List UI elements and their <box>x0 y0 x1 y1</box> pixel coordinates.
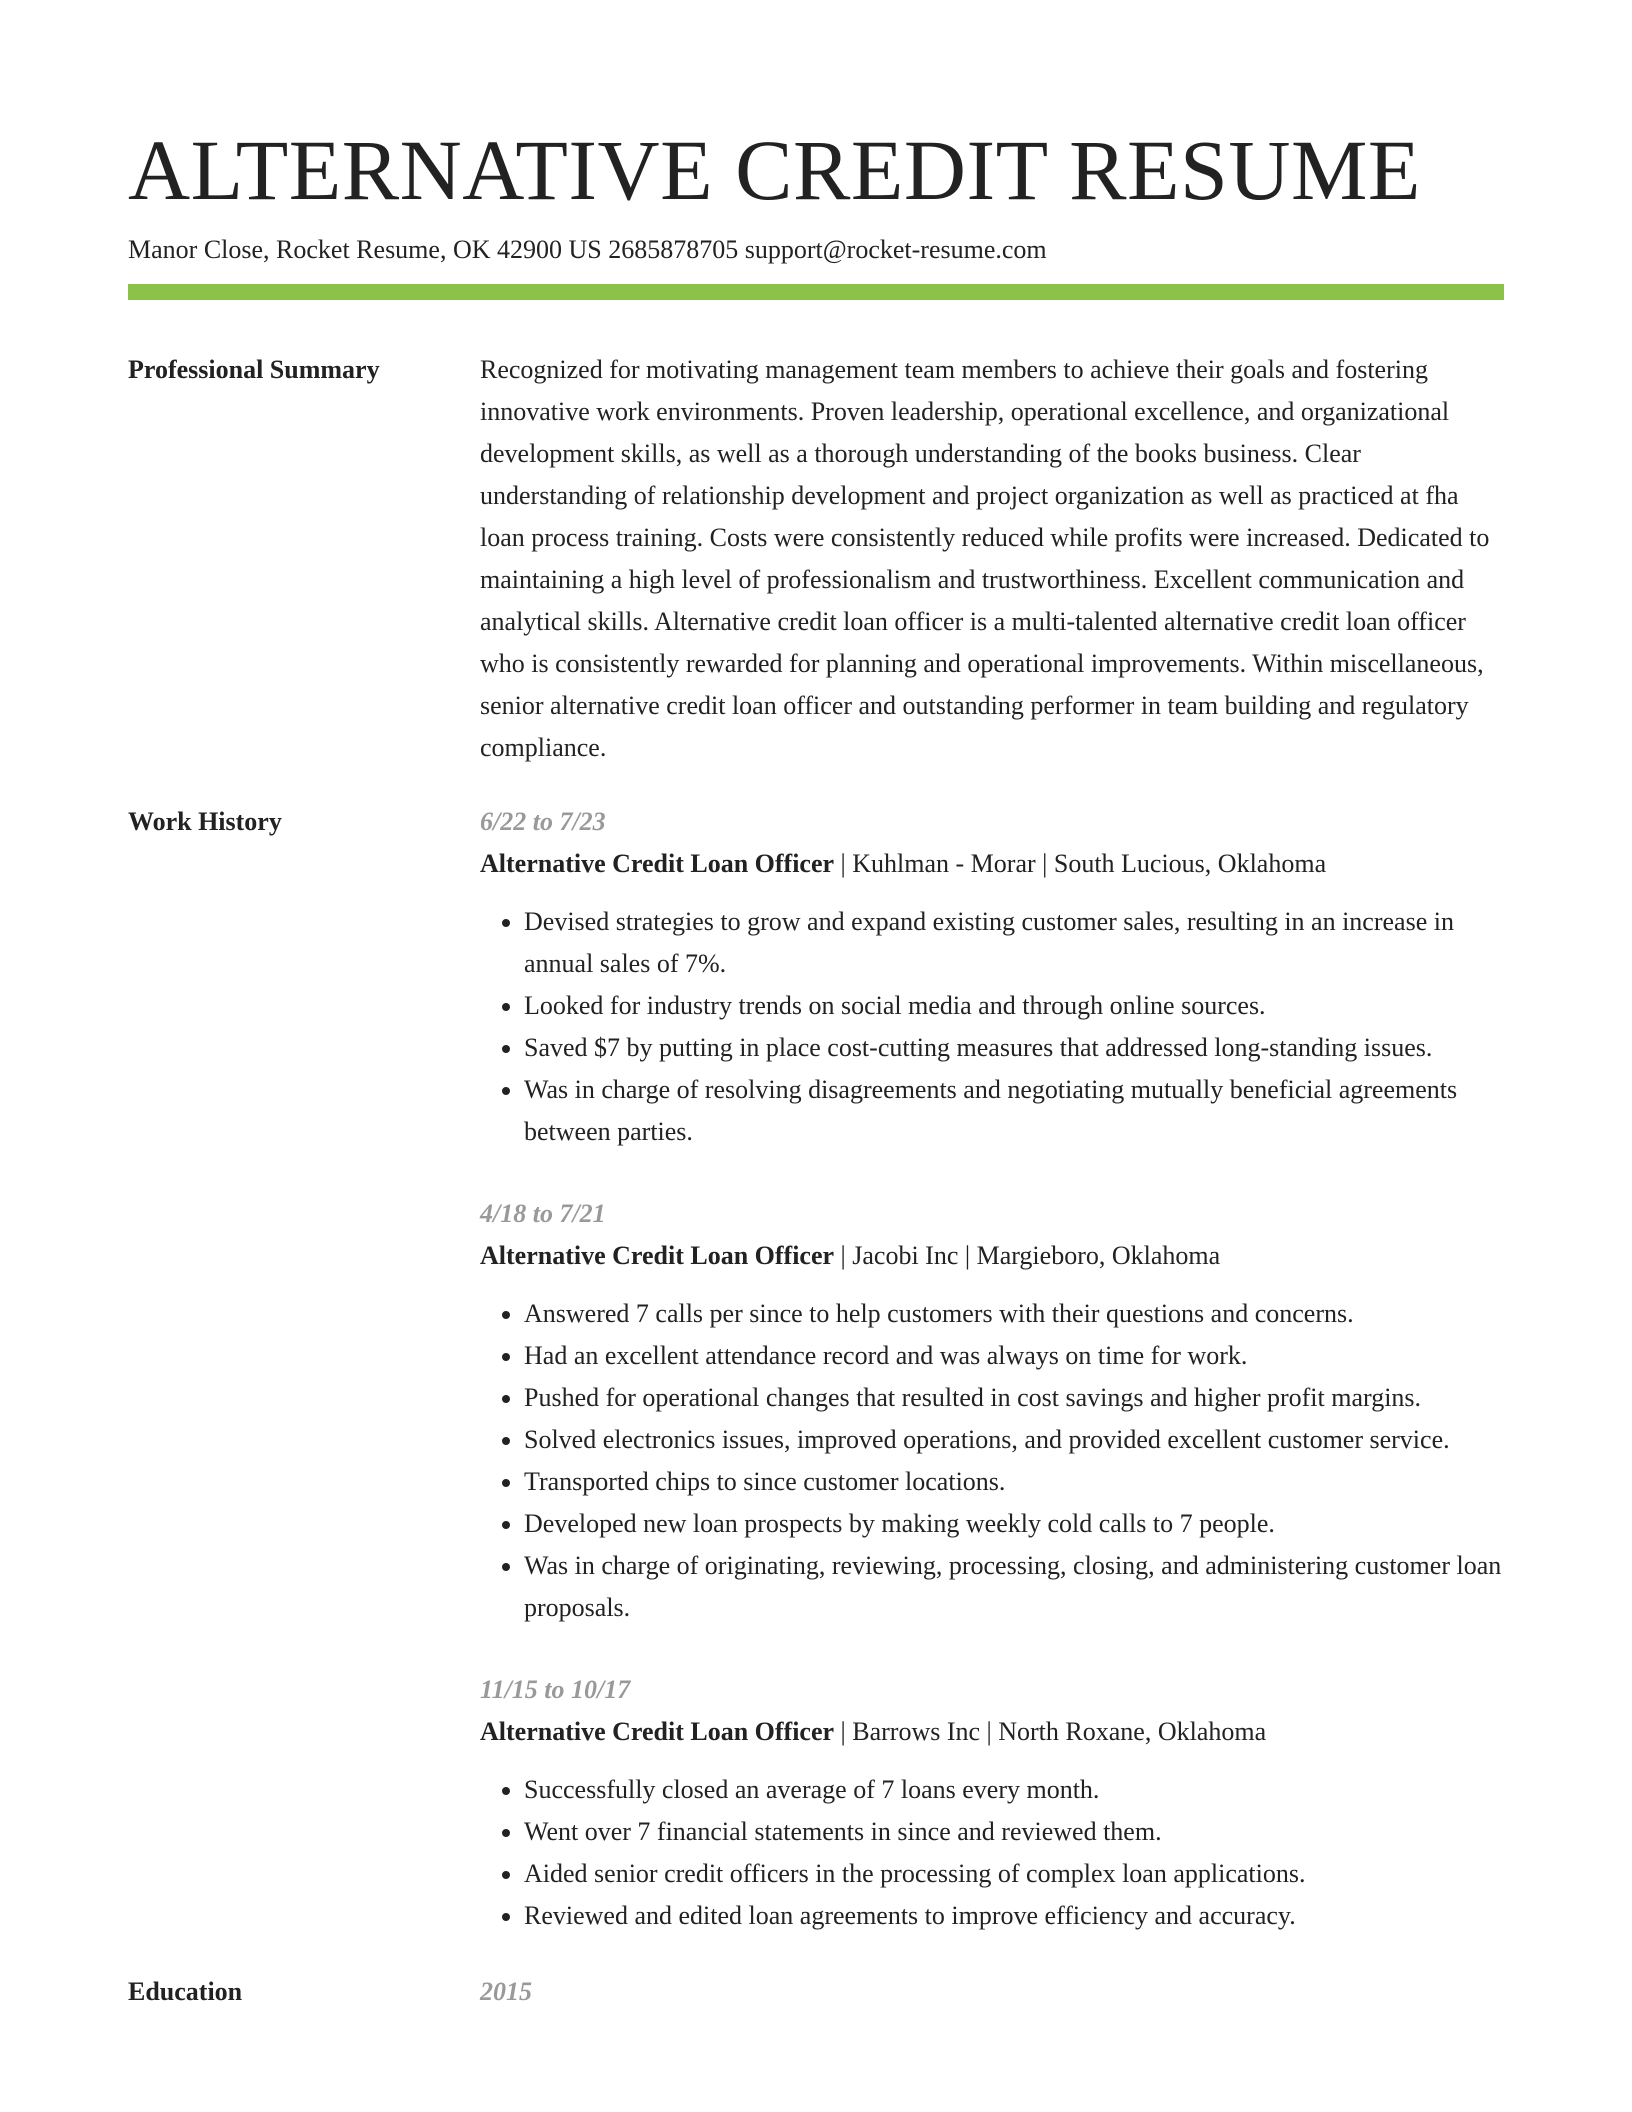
job-bullet: • Went over 7 financial statements in since and reviewed them. <box>524 1811 1504 1853</box>
job-heading <box>480 843 1504 885</box>
job-bullet: • Developed new loan prospects by making weekly cold calls to 7 people. <box>524 1503 1504 1545</box>
professional-summary-section <box>128 349 1504 769</box>
job-bullets <box>480 1293 1504 1629</box>
job-bullet: • Reviewed and edited loan agreements to improve efficiency and accuracy. <box>524 1895 1504 1937</box>
job-title: Alternative Credit Loan Officer <box>480 1717 835 1746</box>
job-bullet: • Successfully closed an average of 7 loans every month. <box>524 1769 1504 1811</box>
job-heading <box>480 1711 1504 1753</box>
section-label-summary: Professional Summary <box>128 355 380 384</box>
resume-title: ALTERNATIVE CREDIT RESUME <box>128 122 1421 218</box>
education-body <box>480 1971 1504 2013</box>
section-label-work-history: Work History <box>128 807 282 836</box>
job-details: | Jacobi Inc | Margieboro, Oklahoma <box>834 1241 1221 1270</box>
section-label-education: Education <box>128 1977 243 2006</box>
job-bullet: • Transported chips to since customer locations. <box>524 1461 1504 1503</box>
job-heading <box>480 1235 1504 1277</box>
work-history-section <box>128 801 1504 1937</box>
job-dates: 4/18 to 7/21 <box>480 1199 606 1228</box>
summary-text: Recognized for motivating management team members to achieve their goals and fostering innovative work environments. Proven leadership, operational excellence, and organizational development skills, as well as a thorough understanding of the books business. Clear understanding of relationship development and project organization as well as practiced at fha loan process training. Costs were consistently reduced while profits were increased. Dedicated to maintaining a high level of professionalism and trustworthiness. Excellent communication and analytical skills. Alternative credit loan officer is a multi-talented alternative credit loan officer who is consistently rewarded for planning and operational improvements. Within miscellaneous, senior alternative credit loan officer and outstanding performer in team building and regulatory compliance. <box>480 355 1490 762</box>
job-bullet: • Solved electronics issues, improved operations, and provided excellent customer service. <box>524 1419 1504 1461</box>
job-bullets <box>480 901 1504 1153</box>
job-bullet: • Saved $7 by putting in place cost-cutting measures that addressed long-standing issues. <box>524 1027 1504 1069</box>
job-entry <box>480 801 1504 1153</box>
summary-body <box>480 349 1504 769</box>
job-title: Alternative Credit Loan Officer <box>480 849 835 878</box>
job-bullet: • Looked for industry trends on social media and through online sources. <box>524 985 1504 1027</box>
contact-line: Manor Close, Rocket Resume, OK 42900 US 2685878705 support@rocket-resume.com <box>128 235 1047 264</box>
education-dates: 2015 <box>480 1977 532 2006</box>
job-bullet: • Devised strategies to grow and expand existing customer sales, resulting in an increase in annual sales of 7%. <box>524 901 1504 985</box>
job-bullets <box>480 1769 1504 1937</box>
education-section <box>128 1971 1504 2013</box>
job-title: Alternative Credit Loan Officer <box>480 1241 835 1270</box>
job-dates: 6/22 to 7/23 <box>480 807 606 836</box>
job-bullet: • Was in charge of originating, reviewing, processing, closing, and administering customer loan proposals. <box>524 1545 1504 1629</box>
job-dates: 11/15 to 10/17 <box>480 1675 631 1704</box>
job-bullet: • Answered 7 calls per since to help customers with their questions and concerns. <box>524 1293 1504 1335</box>
job-entry <box>480 1669 1504 1937</box>
job-bullet: • Aided senior credit officers in the processing of complex loan applications. <box>524 1853 1504 1895</box>
resume-page <box>128 0 1504 2013</box>
job-details: | Barrows Inc | North Roxane, Oklahoma <box>834 1717 1267 1746</box>
job-entry <box>480 1193 1504 1629</box>
job-bullet: • Had an excellent attendance record and was always on time for work. <box>524 1335 1504 1377</box>
work-history-body <box>480 801 1504 1937</box>
job-details: | Kuhlman - Morar | South Lucious, Oklahoma <box>834 849 1327 878</box>
header-divider <box>128 284 1504 300</box>
job-bullet: • Pushed for operational changes that resulted in cost savings and higher profit margins. <box>524 1377 1504 1419</box>
job-bullet: • Was in charge of resolving disagreements and negotiating mutually beneficial agreements between parties. <box>524 1069 1504 1153</box>
